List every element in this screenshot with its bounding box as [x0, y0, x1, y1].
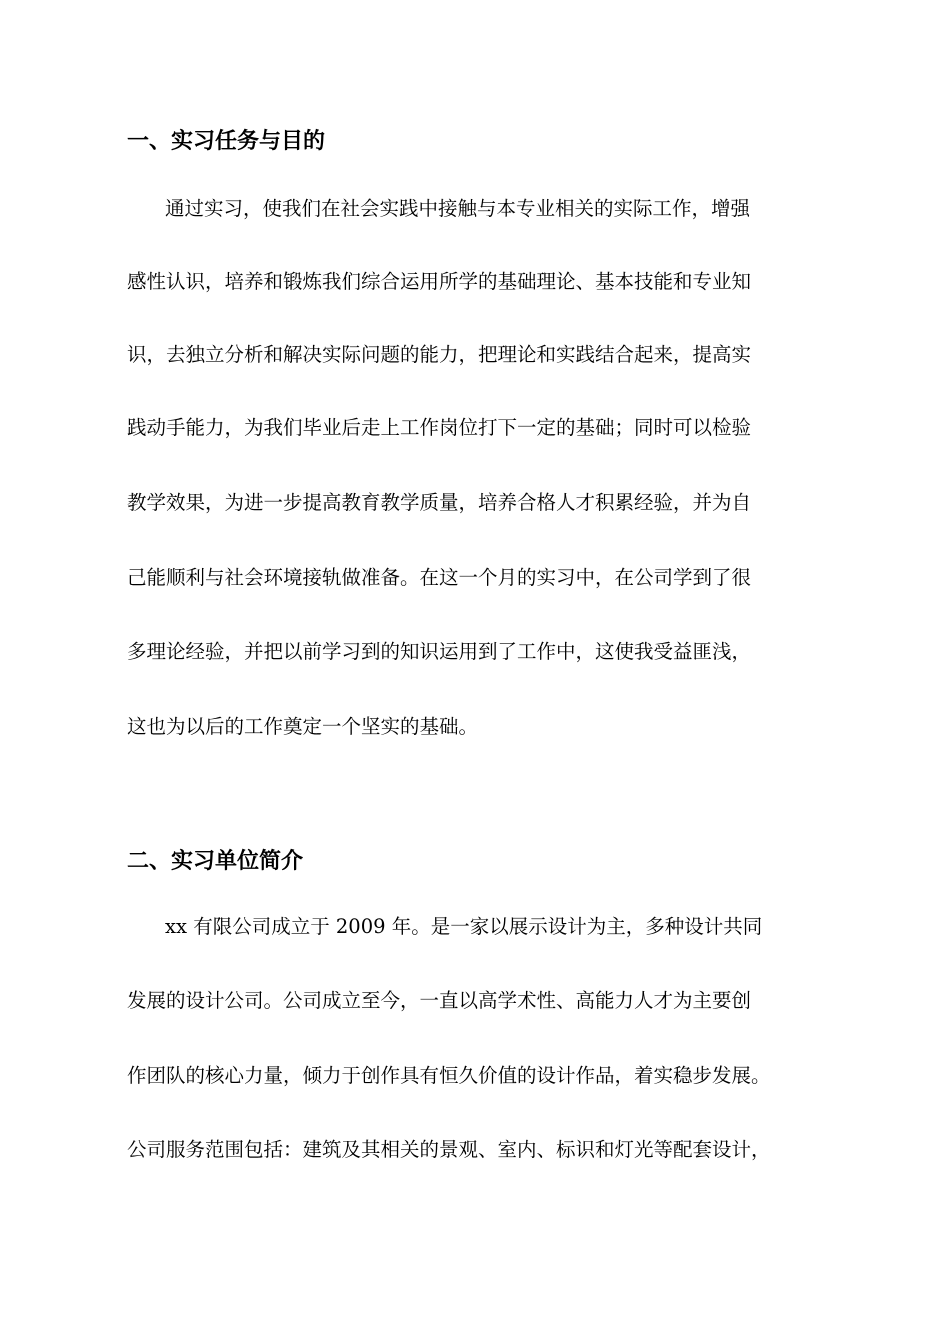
- paragraph-line: 识，去独立分析和解决实际问题的能力，把理论和实践结合起来，提高实: [127, 343, 752, 366]
- paragraph-line: 践动手能力，为我们毕业后走上工作岗位打下一定的基础；同时可以检验: [127, 416, 752, 439]
- section-heading-internship-goals: 一、实习任务与目的: [127, 129, 326, 154]
- paragraph-line: 己能顺利与社会环境接轨做准备。在这一个月的实习中，在公司学到了很: [127, 566, 752, 589]
- paragraph-line: xx 有限公司成立于 2009 年。是一家以展示设计为主，多种设计共同: [165, 915, 763, 938]
- section-heading-company-intro: 二、实习单位简介: [127, 849, 304, 874]
- paragraph-line: 感性认识，培养和锻炼我们综合运用所学的基础理论、基本技能和专业知: [127, 270, 752, 293]
- paragraph-line: 作团队的核心力量，倾力于创作具有恒久价值的设计作品，着实稳步发展。: [127, 1064, 771, 1087]
- paragraph-line: 多理论经验，并把以前学习到的知识运用到了工作中，这使我受益匪浅，: [127, 640, 752, 663]
- paragraph-line: 通过实习，使我们在社会实践中接触与本专业相关的实际工作，增强: [165, 197, 751, 220]
- paragraph-line: 发展的设计公司。公司成立至今，一直以高学术性、高能力人才为主要创: [127, 989, 752, 1012]
- paragraph-line: 公司服务范围包括：建筑及其相关的景观、室内、标识和灯光等配套设计，: [127, 1138, 771, 1161]
- paragraph-line: 这也为以后的工作奠定一个坚实的基础。: [127, 715, 479, 738]
- paragraph-line: 教学效果，为进一步提高教育教学质量，培养合格人才积累经验，并为自: [127, 491, 752, 514]
